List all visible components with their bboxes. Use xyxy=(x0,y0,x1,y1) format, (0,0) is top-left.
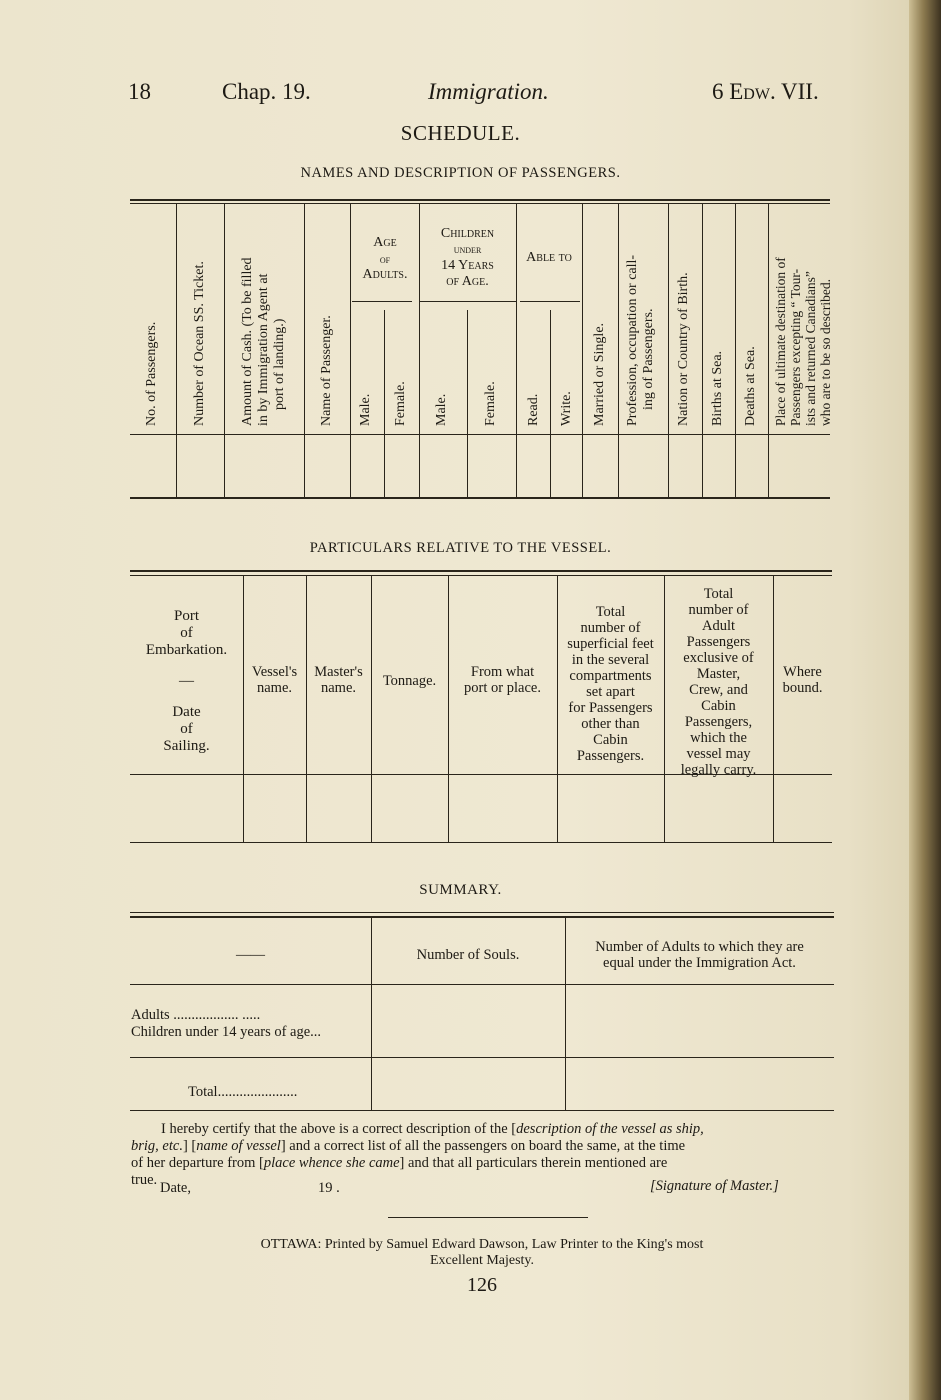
summary-subtotal-rule xyxy=(130,1057,834,1058)
vessel-name-line2: name. xyxy=(256,680,293,696)
col-where-bound xyxy=(773,664,832,696)
col-divider xyxy=(773,576,774,842)
cert-line3-text-end: ] and that all particulars therein mentioned are xyxy=(399,1155,668,1171)
area-line1: Total xyxy=(595,604,626,620)
header-bottom-rule xyxy=(130,434,830,435)
col-divider xyxy=(243,576,244,842)
capacity-line9: Passengers, xyxy=(684,714,753,730)
capacity-line10: which the xyxy=(690,730,747,746)
vessel-bottom-rule xyxy=(130,842,832,843)
col-no-passengers: No. of Passengers. xyxy=(144,321,159,426)
cert-line1-text: I hereby certify that the above is a correct description of the [ xyxy=(161,1121,517,1137)
able-subrule xyxy=(520,301,580,302)
col-divider xyxy=(467,310,468,497)
summary-top-rule-thick xyxy=(130,916,834,918)
capacity-line5: exclusive of xyxy=(683,650,754,666)
capacity-line3: Adult xyxy=(701,618,736,634)
col-divider xyxy=(176,204,177,497)
table-bottom-rule xyxy=(130,497,830,499)
col-child-male: Male. xyxy=(434,393,449,426)
col-profession-line1: Profession, occupation or call- xyxy=(625,254,640,426)
col-profession-line2: ing of Passengers. xyxy=(641,308,656,410)
date-line3: Sailing. xyxy=(163,738,210,754)
col-adult-male: Male. xyxy=(358,393,373,426)
children-subrule xyxy=(420,301,516,302)
col-master-name xyxy=(306,664,371,696)
cert-line2 xyxy=(131,1138,835,1155)
col-adult-female: Female. xyxy=(393,381,408,426)
capacity-line6: Master, xyxy=(696,666,741,682)
table-top-rule xyxy=(130,199,830,201)
col-port xyxy=(130,608,243,755)
capacity-line12: legally carry. xyxy=(680,762,757,778)
col-divider xyxy=(618,204,619,497)
area-line8: other than xyxy=(581,716,640,732)
summary-children-row: Children under 14 years of age... xyxy=(131,1024,322,1040)
col-superficial-feet xyxy=(557,604,664,764)
vessel-top-rule xyxy=(130,570,832,572)
summary-equal-header xyxy=(565,939,834,971)
summary-equal-line2: equal under the Immigration Act. xyxy=(603,955,796,971)
col-divider xyxy=(582,204,583,497)
col-births: Births at Sea. xyxy=(710,350,725,426)
col-destination-line4: who are to be so described. xyxy=(818,279,833,426)
date-label: Date, xyxy=(160,1180,191,1196)
summary-header-rule xyxy=(130,984,834,985)
page-number: 18 xyxy=(128,79,151,104)
port-line1: Port xyxy=(173,608,199,624)
cert-line2-text: ] and a correct list of all the passengers on board the same, at the time xyxy=(280,1138,686,1154)
signature-of-master: [Signature of Master.] xyxy=(650,1178,779,1194)
col-divider xyxy=(668,204,669,497)
vessel-top-rule-thin xyxy=(130,575,832,576)
col-married: Married or Single. xyxy=(592,322,607,426)
capacity-line8: Cabin xyxy=(701,698,736,714)
cert-line3-text: of her departure from [ xyxy=(131,1155,264,1171)
area-line5: compartments xyxy=(569,668,652,684)
summary-title: SUMMARY. xyxy=(419,882,502,898)
port-line3: Embarkation. xyxy=(145,642,228,658)
col-divider xyxy=(224,204,225,497)
summary-bottom-rule xyxy=(130,1110,834,1111)
col-cash-line2: in by Immigration Agent at xyxy=(256,273,271,426)
from-port-line2: port or place. xyxy=(464,680,541,696)
col-read: Read. xyxy=(526,393,541,426)
area-line6: set apart xyxy=(586,684,635,700)
cert-line1 xyxy=(131,1121,835,1138)
subject-label: Immigration. xyxy=(428,79,549,104)
from-port-line1: From what xyxy=(470,664,535,680)
printer-imprint xyxy=(130,1237,834,1269)
summary-dash: —— xyxy=(236,947,265,963)
summary-adults-row: Adults .................. ..... xyxy=(131,1007,261,1023)
area-line4: in the several xyxy=(571,652,650,668)
capacity-line2: number of xyxy=(688,602,749,618)
capacity-line7: Crew, and xyxy=(689,682,748,698)
passengers-title: NAMES AND DESCRIPTION OF PASSENGERS. xyxy=(300,165,621,181)
group-children-line2: under xyxy=(453,244,482,256)
book-binding-shadow xyxy=(909,0,941,1400)
year-label: 19 . xyxy=(318,1180,340,1196)
col-divider xyxy=(306,576,307,842)
col-cash-line3: port of landing.) xyxy=(272,318,287,410)
cert-line1-italic: description of the vessel as ship, xyxy=(516,1121,704,1137)
col-write: Write. xyxy=(559,391,574,426)
capacity-line4: Passengers xyxy=(686,634,751,650)
capacity-line1: Total xyxy=(703,586,734,602)
group-age-line2: of xyxy=(379,252,391,266)
area-line10: Passengers. xyxy=(576,748,645,764)
col-destination-line1: Place of ultimate destination of xyxy=(773,257,788,426)
group-children xyxy=(419,226,516,290)
col-deaths: Deaths at Sea. xyxy=(743,346,758,426)
date-line1: Date xyxy=(172,704,201,720)
col-vessel-name xyxy=(243,664,306,696)
schedule-title: SCHEDULE. xyxy=(400,121,521,145)
where-bound-line2: bound. xyxy=(782,680,823,696)
summary-souls-header: Number of Souls. xyxy=(416,947,520,963)
col-divider xyxy=(371,576,372,842)
footer-page-number: 126 xyxy=(467,1274,497,1296)
footer-separator xyxy=(388,1217,588,1218)
vessel-title: PARTICULARS RELATIVE TO THE VESSEL. xyxy=(309,540,612,556)
col-tonnage: Tonnage. xyxy=(382,673,437,689)
cert-vessel-name: name of vessel xyxy=(196,1138,281,1154)
group-children-line3: 14 Years xyxy=(441,258,494,273)
area-line7: for Passengers xyxy=(568,700,653,716)
cert-line3 xyxy=(131,1155,835,1172)
col-divider xyxy=(448,576,449,842)
capacity-line11: vessel may xyxy=(686,746,751,762)
vessel-name-line1: Vessel's xyxy=(251,664,298,680)
area-line9: Cabin xyxy=(593,732,628,748)
group-age-line3: Adults. xyxy=(362,267,408,282)
master-name-line1: Master's xyxy=(314,664,363,680)
group-children-line1: Children xyxy=(440,226,495,241)
printer-line1: OTTAWA: Printed by Samuel Edward Dawson, Law Printer to the King's most xyxy=(260,1237,704,1252)
summary-total-row: Total...................... xyxy=(188,1084,298,1100)
cert-line4: true. xyxy=(131,1172,158,1188)
where-bound-line1: Where xyxy=(783,664,822,680)
summary-top-rule xyxy=(130,912,834,913)
group-age-line1: Age xyxy=(373,235,397,250)
col-cash-line1: Amount of Cash. (To be filled xyxy=(240,257,255,426)
col-name: Name of Passenger. xyxy=(319,315,334,426)
col-divider xyxy=(304,204,305,497)
col-ticket: Number of Ocean SS. Ticket. xyxy=(192,261,207,426)
summary-equal-line1: Number of Adults to which they are xyxy=(595,939,804,955)
col-from-port xyxy=(448,664,557,696)
printer-line2: Excellent Majesty. xyxy=(429,1253,535,1268)
cert-line2-bracket: ] [ xyxy=(182,1138,197,1154)
col-divider xyxy=(768,204,769,497)
col-divider xyxy=(384,310,385,497)
col-nation: Nation or Country of Birth. xyxy=(676,272,691,426)
date-line2: of xyxy=(180,721,193,737)
col-adult-capacity xyxy=(664,586,773,778)
col-divider xyxy=(516,204,517,497)
col-destination-line3: ists and returned Canadians” xyxy=(803,271,818,426)
col-divider xyxy=(550,310,551,497)
cert-departure-place: place whence she came xyxy=(263,1155,400,1171)
group-age xyxy=(350,235,420,283)
table-top-rule-thin xyxy=(130,203,830,204)
chapter-label: Chap. 19. xyxy=(222,79,311,104)
col-destination-line2: Passengers excepting “ Tour- xyxy=(788,268,803,426)
area-line2: number of xyxy=(580,620,641,636)
group-children-line4: of Age. xyxy=(446,274,489,289)
regnal-year: 6 Edw. VII. xyxy=(712,79,819,104)
port-date-separator: — xyxy=(179,673,194,689)
cert-vessel-type: brig, etc. xyxy=(131,1138,183,1154)
master-name-line2: name. xyxy=(320,680,357,696)
col-divider xyxy=(702,204,703,497)
area-line3: superficial feet xyxy=(567,636,654,652)
port-line2: of xyxy=(180,625,193,641)
group-able: Able to xyxy=(526,250,572,265)
col-child-female: Female. xyxy=(483,381,498,426)
age-subrule xyxy=(352,301,412,302)
col-divider xyxy=(735,204,736,497)
